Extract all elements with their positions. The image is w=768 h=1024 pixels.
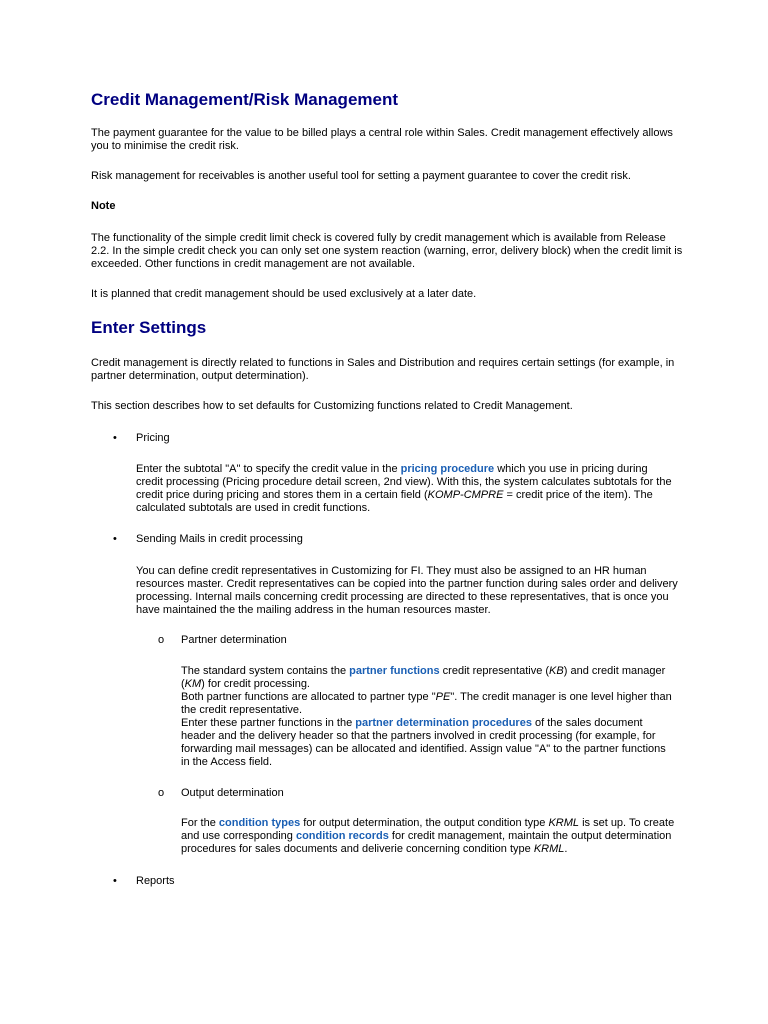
sub-bullet-label-output-determination: Output determination: [181, 787, 284, 799]
paragraph-sending-mails: You can define credit representatives in Customizing for FI. They must also be assigned to an HR human resources master. Credit representatives can be copied into the partner function during sales order and delivery processing. Internal mails concerning credit processing are directed to these representatives, that is once you have maintained the the mailing address in the human resources master.: [136, 565, 678, 616]
bullet-label-sending-mails: Sending Mails in credit processing: [136, 533, 303, 545]
paragraph-section-description: This section describes how to set defaults for Customizing functions related to Credit Management.: [91, 400, 573, 412]
heading-credit-management: Credit Management/Risk Management: [91, 90, 399, 109]
paragraph-pricing: Enter the subtotal "A" to specify the credit value in the pricing procedure which you use in pricing during credit processing (Pricing procedure detail screen, 2nd view). With this, the system calculates subtotals for the credit price during pricing and stores them in a certain field (KOMP-CMPRE = credit price of the item). The calculated subtotals are used in credit functions.: [136, 463, 672, 514]
link-pricing-procedure[interactable]: pricing procedure: [400, 463, 495, 475]
paragraph-partner-functions: The standard system contains the partner functions credit representative (KB) and credit manager (KM) for credit processing.: [181, 665, 666, 690]
note-label: Note: [91, 200, 116, 212]
paragraph-risk-management: Risk management for receivables is another useful tool for setting a payment guarantee to cover the credit risk.: [91, 170, 631, 182]
bullet-icon: •: [113, 432, 117, 444]
link-condition-records[interactable]: condition records: [295, 830, 389, 842]
bullet-icon: •: [113, 533, 117, 545]
paragraph-partner-type: Both partner functions are allocated to partner type "PE". The credit manager is one level higher than the credit representative.: [181, 691, 672, 716]
link-partner-functions[interactable]: partner functions: [349, 665, 440, 677]
field-name: KOMP-CMPRE: [427, 489, 504, 501]
paragraph-payment-guarantee: The payment guarantee for the value to be billed plays a central role within Sales. Credit management effectively allows you to minimise the credit risk.: [91, 127, 673, 152]
link-condition-types[interactable]: condition types: [218, 817, 301, 829]
heading-enter-settings: Enter Settings: [91, 318, 207, 337]
sub-bullet-icon: o: [158, 634, 165, 646]
paragraph-partner-determination-procedures: Enter these partner functions in the partner determination procedures of the sales document header and the delivery header so that the partners involved in credit processing (for example, for forwarding mail messages) can be allocated and identified. Assign value "A" to the partner functions in the Access field.: [181, 717, 666, 768]
paragraph-simple-credit-check: The functionality of the simple credit limit check is covered fully by credit management which is available from Release 2.2. In the simple credit check you can only set one system reaction (warning, error, delivery block) when the credit limit is exceeded. Other functions in credit management are not available.: [91, 232, 683, 270]
paragraph-planned-usage: It is planned that credit management should be used exclusively at a later date.: [91, 288, 477, 300]
paragraph-settings-intro: Credit management is directly related to functions in Sales and Distribution and requires certain settings (for example, in partner determination, output determination).: [91, 357, 675, 382]
bullet-label-pricing: Pricing: [136, 432, 170, 444]
paragraph-output-determination: For the condition types for output determination, the output condition type KRML is set up. To create and use corresponding condition records for credit management, maintain the output determination procedures for sales documents and deliverie concerning condition type KRML.: [181, 817, 675, 855]
sub-bullet-icon: o: [158, 787, 165, 799]
link-partner-determination-procedures[interactable]: partner determination procedures: [355, 717, 532, 729]
bullet-label-reports: Reports: [136, 875, 175, 887]
sub-bullet-label-partner-determination: Partner determination: [181, 634, 287, 646]
bullet-icon: •: [113, 875, 117, 887]
